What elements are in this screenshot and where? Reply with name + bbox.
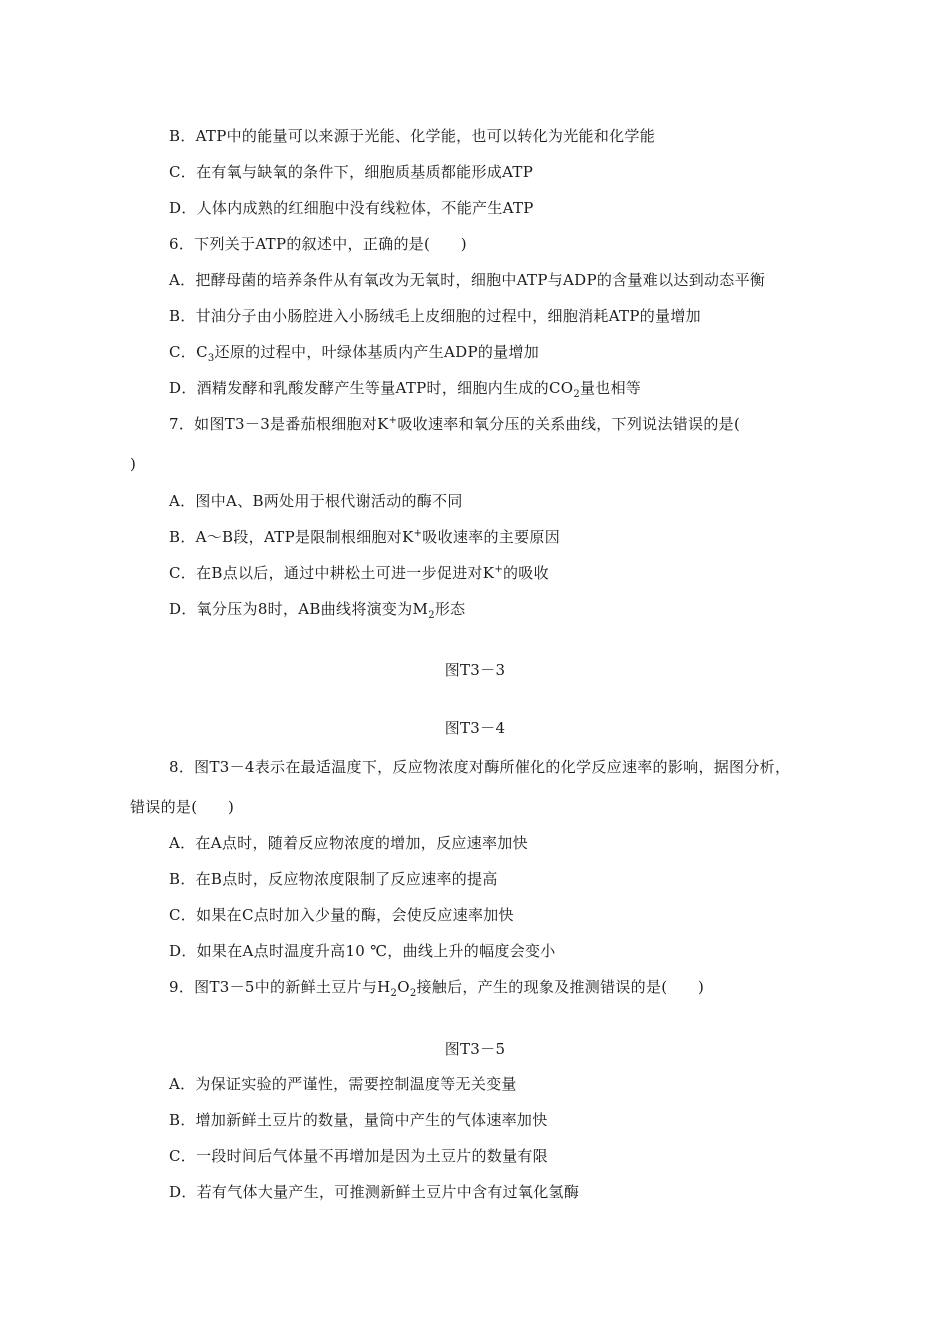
q9-option-c: C．一段时间后气体量不再增加是因为土豆片的数量有限 bbox=[169, 1147, 548, 1165]
q9-stem-sub2: 2 bbox=[409, 988, 417, 999]
q7-option-d-pre: D．氧分压为8时，AB曲线将演变为M bbox=[169, 600, 429, 618]
q9-option-a: A．为保证实验的严谨性，需要控制温度等无关变量 bbox=[169, 1075, 517, 1093]
q8-stem: 8．图T3－4表示在最适温度下，反应物浓度对酶所催化的化学反应速率的影响，据图分析， bbox=[169, 758, 791, 776]
q6-option-d-pre: D．酒精发酵和乳酸发酵产生等量ATP时，细胞内生成的CO bbox=[169, 379, 574, 397]
q6-option-c-pre: C．C bbox=[169, 343, 208, 361]
q8-option-a: A．在A点时，随着反应物浓度的增加，反应速率加快 bbox=[169, 834, 528, 852]
q8-stem-cont: 错误的是( ) bbox=[130, 798, 235, 816]
q8-option-d: D．如果在A点时温度升高10 ℃，曲线上升的幅度会变小 bbox=[169, 942, 556, 960]
q9-stem-mid: O bbox=[397, 978, 410, 996]
q7-option-d-sub: 2 bbox=[428, 610, 435, 621]
q6-option-d-sub: 2 bbox=[573, 389, 580, 400]
q9-option-d: D．若有气体大量产生，可推测新鲜土豆片中含有过氧化氢酶 bbox=[169, 1183, 580, 1201]
q7-option-c-sup: + bbox=[494, 564, 503, 575]
q7-option-c bbox=[169, 563, 549, 583]
q7-stem bbox=[169, 414, 740, 434]
q7-option-d bbox=[169, 599, 465, 619]
q7-option-d-post: 形态 bbox=[434, 600, 466, 618]
q9-option-b: B．增加新鲜土豆片的数量，量筒中产生的气体速率加快 bbox=[169, 1111, 548, 1129]
q6-option-a: A．把酵母菌的培养条件从有氧改为无氧时，细胞中ATP与ADP的含量难以达到动态平衡 bbox=[169, 271, 766, 289]
q7-option-c-pre: C．在B点以后，通过中耕松土可进一步促进对K bbox=[169, 564, 495, 582]
q8-option-c: C．如果在C点时加入少量的酶，会使反应速率加快 bbox=[169, 906, 514, 924]
q7-option-a: A．图中A、B两处用于根代谢活动的酶不同 bbox=[169, 492, 463, 510]
q6-option-c-post: 还原的过程中，叶绿体基质内产生ADP的量增加 bbox=[214, 343, 540, 361]
q6-option-b: B．甘油分子由小肠腔进入小肠绒毛上皮细胞的过程中，细胞消耗ATP的量增加 bbox=[169, 307, 701, 325]
q7-stem-close: ) bbox=[130, 455, 137, 473]
q7-stem-pre: 7．如图T3－3是番茄根细胞对K bbox=[169, 415, 389, 433]
figure-caption-t3-4: 图T3－4 bbox=[444, 719, 506, 737]
q5-option-d: D．人体内成熟的红细胞中没有线粒体，不能产生ATP bbox=[169, 199, 534, 217]
q6-option-d bbox=[169, 378, 641, 398]
q9-stem-post: 接触后，产生的现象及推测错误的是( ) bbox=[416, 978, 705, 996]
q7-option-b-sup: + bbox=[413, 528, 423, 539]
q5-option-b: B．ATP中的能量可以来源于光能、化学能，也可以转化为光能和化学能 bbox=[169, 127, 656, 145]
q7-option-b bbox=[169, 527, 560, 547]
q9-stem-pre: 9．图T3－5中的新鲜土豆片与H bbox=[169, 978, 391, 996]
q7-stem-sup: + bbox=[388, 415, 398, 426]
q9-stem-sub1: 2 bbox=[390, 988, 398, 999]
q7-stem-post: 吸收速率和氧分压的关系曲线，下列说法错误的是( bbox=[397, 415, 741, 433]
figure-caption-t3-5: 图T3－5 bbox=[444, 1040, 506, 1058]
q7-option-b-pre: B．A～B段，ATP是限制根细胞对K bbox=[169, 528, 414, 546]
q6-stem: 6．下列关于ATP的叙述中，正确的是( ) bbox=[169, 235, 467, 253]
q6-option-d-post: 量也相等 bbox=[580, 379, 642, 397]
q6-option-c bbox=[169, 342, 539, 362]
figure-caption-t3-3: 图T3－3 bbox=[444, 661, 506, 679]
q8-option-b: B．在B点时，反应物浓度限制了反应速率的提高 bbox=[169, 870, 498, 888]
q5-option-c: C．在有氧与缺氧的条件下，细胞质基质都能形成ATP bbox=[169, 163, 534, 181]
q6-option-c-sub: 3 bbox=[207, 353, 215, 364]
q7-option-b-post: 吸收速率的主要原因 bbox=[422, 528, 560, 546]
q9-stem bbox=[169, 977, 704, 997]
q7-option-c-post: 的吸收 bbox=[503, 564, 549, 582]
